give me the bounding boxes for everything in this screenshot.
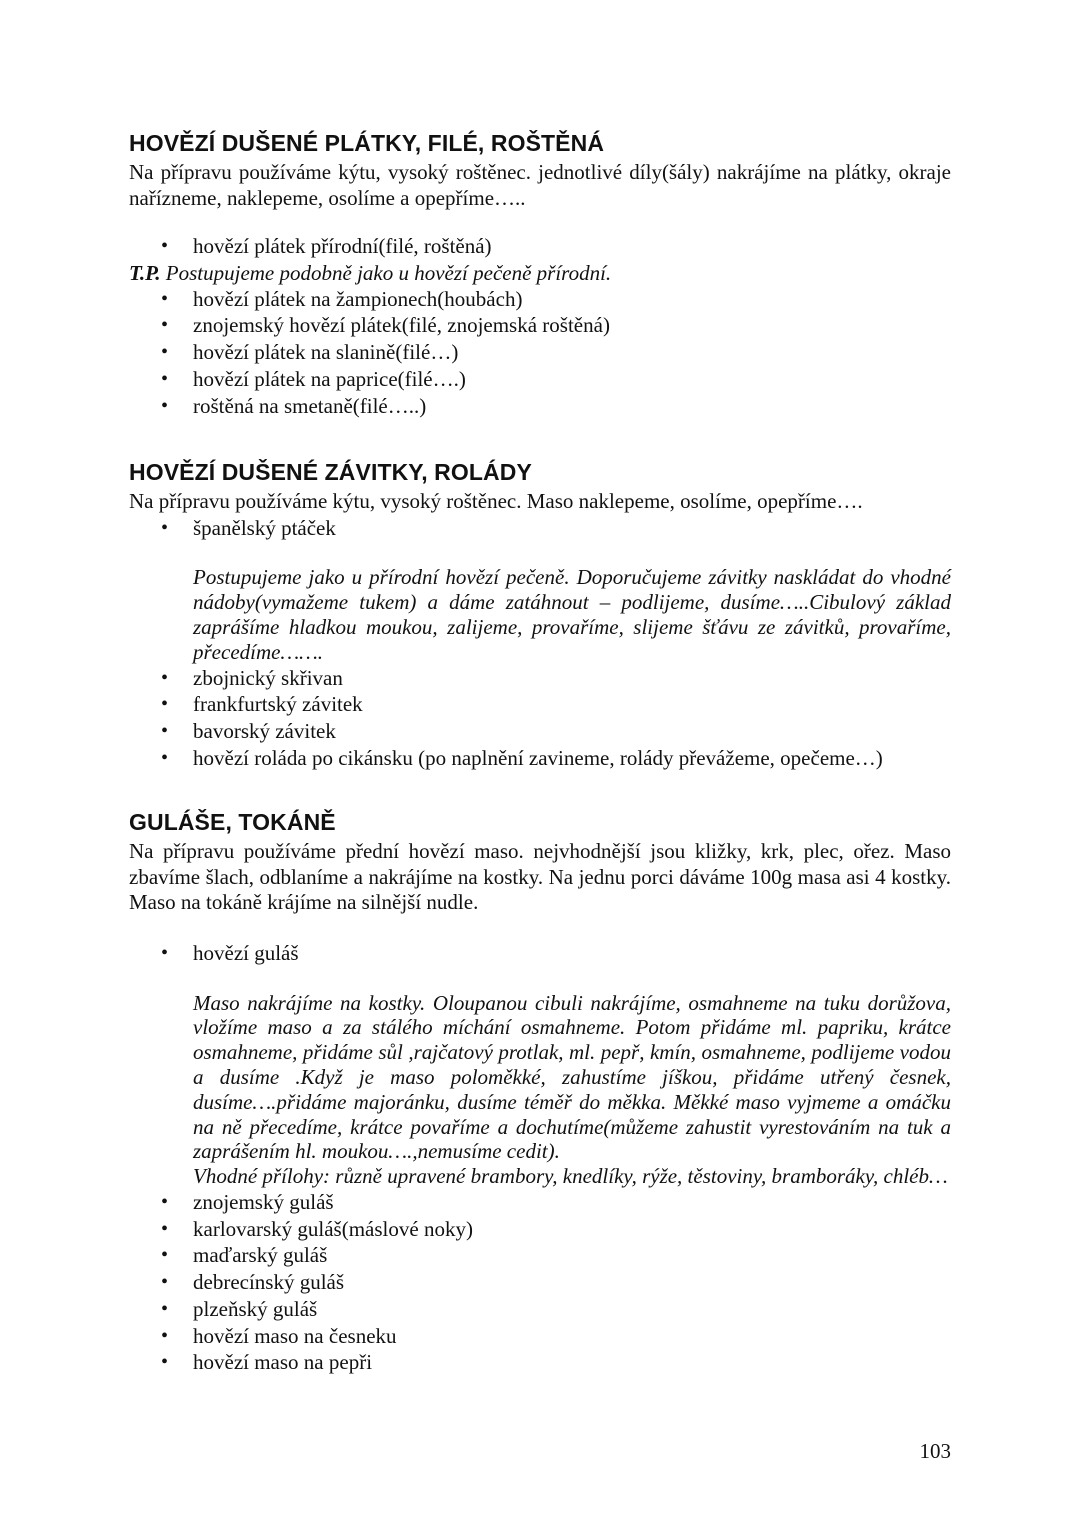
list-item: • znojemský guláš xyxy=(129,1189,951,1216)
tp-note xyxy=(129,260,951,286)
list-item: • hovězí plátek přírodní(filé, roštěná) xyxy=(129,233,951,260)
section-platky xyxy=(129,128,951,419)
list-item: • bavorský závitek xyxy=(129,718,951,745)
list-item: • karlovarský guláš(máslové noky) xyxy=(129,1216,951,1243)
list-item: • hovězí plátek na slanině(filé…) xyxy=(129,339,951,366)
side-dish-note: Vhodné přílohy: různě upravené brambory, knedlíky, rýže, těstoviny, bramboráky, chléb… xyxy=(193,1164,948,1189)
list-item: • debrecínský guláš xyxy=(129,1269,951,1296)
page-content xyxy=(129,128,951,1376)
section-heading: HOVĚZÍ DUŠENÉ PLÁTKY, FILÉ, ROŠTĚNÁ xyxy=(129,130,605,156)
list-item: • hovězí guláš xyxy=(129,940,951,967)
list-item: • roštěná na smetaně(filé…..) xyxy=(129,393,951,420)
section-intro: Na přípravu používáme kýtu, vysoký roštěnec. Maso naklepeme, osolíme, opepříme…. xyxy=(129,489,863,514)
recipe-list xyxy=(129,233,951,260)
section-heading: GULÁŠE, TOKÁNĚ xyxy=(129,809,336,836)
list-item: • hovězí maso na česneku xyxy=(129,1323,951,1350)
section-intro: Na přípravu používáme přední hovězí maso. nejvhodnější jsou kližky, krk, plec, ořez. Maso zbavíme šlach, odblaníme a nakrájíme na kostky. Na jednu porci dáváme 100g masa asi 4 kostky. Maso na tokáně krájíme na silnější nudle. xyxy=(129,839,951,915)
recipe-list xyxy=(129,515,951,542)
list-item: • frankfurtský závitek xyxy=(129,691,951,718)
section-intro: Na přípravu používáme kýtu, vysoký roštěnec. jednotlivé díly(šály) nakrájíme na plátky, okraje nařízneme, naklepeme, osolíme a opepříme….. xyxy=(129,160,951,210)
page-number: 103 xyxy=(919,1439,951,1463)
list-item: • hovězí maso na pepři xyxy=(129,1349,951,1376)
list-item: • španělský ptáček xyxy=(129,515,951,542)
list-item: • plzeňský guláš xyxy=(129,1296,951,1323)
list-item: • maďarský guláš xyxy=(129,1242,951,1269)
recipe-list xyxy=(129,940,951,967)
section-zavitky xyxy=(129,457,951,771)
recipe-list xyxy=(129,1189,951,1376)
tp-label: T.P. xyxy=(129,260,161,285)
list-item: • hovězí plátek na paprice(filé….) xyxy=(129,366,951,393)
recipe-note: Postupujeme jako u přírodní hovězí pečeně. Doporučujeme závitky naskládat do vhodné nádoby(vymažeme tukem) a dáme zatáhnout – podlijeme, dusíme…..Cibulový základ zaprášíme hladkou moukou, zalijeme, provaříme, slijeme šťávu ze závitků, provaříme, přecedíme……. xyxy=(193,565,951,664)
recipe-list xyxy=(129,286,951,420)
list-item: • znojemský hovězí plátek(filé, znojemská roštěná) xyxy=(129,312,951,339)
recipe-note: Maso nakrájíme na kostky. Oloupanou cibuli nakrájíme, osmahneme na tuku dorůžova, vložíme maso a za stálého míchání osmahneme. Potom přidáme ml. papriku, krátce osmahneme, přidáme sůl ,rajčatový protlak, ml. pepř, kmín, osmahneme, podlijeme vodou a dusíme .Když je maso poloměkké, zahustíme jíškou, přidáme utřený česnek, dusíme….přidáme majoránku, dusíme téměř do měkka. Měkké maso vyjmeme a omáčku na ně přecedíme, krátce povaříme a dochutíme(můžeme zahustit vyrestováním na tuk a zaprášením hl. moukou….,nemusíme cedit). xyxy=(193,990,951,1164)
section-gulase xyxy=(129,807,951,1376)
list-item: • zbojnický skřivan xyxy=(129,665,951,692)
section-heading: HOVĚZÍ DUŠENÉ ZÁVITKY, ROLÁDY xyxy=(129,459,532,486)
tp-text: Postupujeme podobně jako u hovězí pečeně přírodní. xyxy=(160,260,612,285)
recipe-list xyxy=(129,665,951,772)
list-item: • hovězí plátek na žampionech(houbách) xyxy=(129,286,951,313)
list-item: • hovězí roláda po cikánsku (po naplnění zavineme, rolády převážeme, opečeme…) xyxy=(129,745,951,772)
